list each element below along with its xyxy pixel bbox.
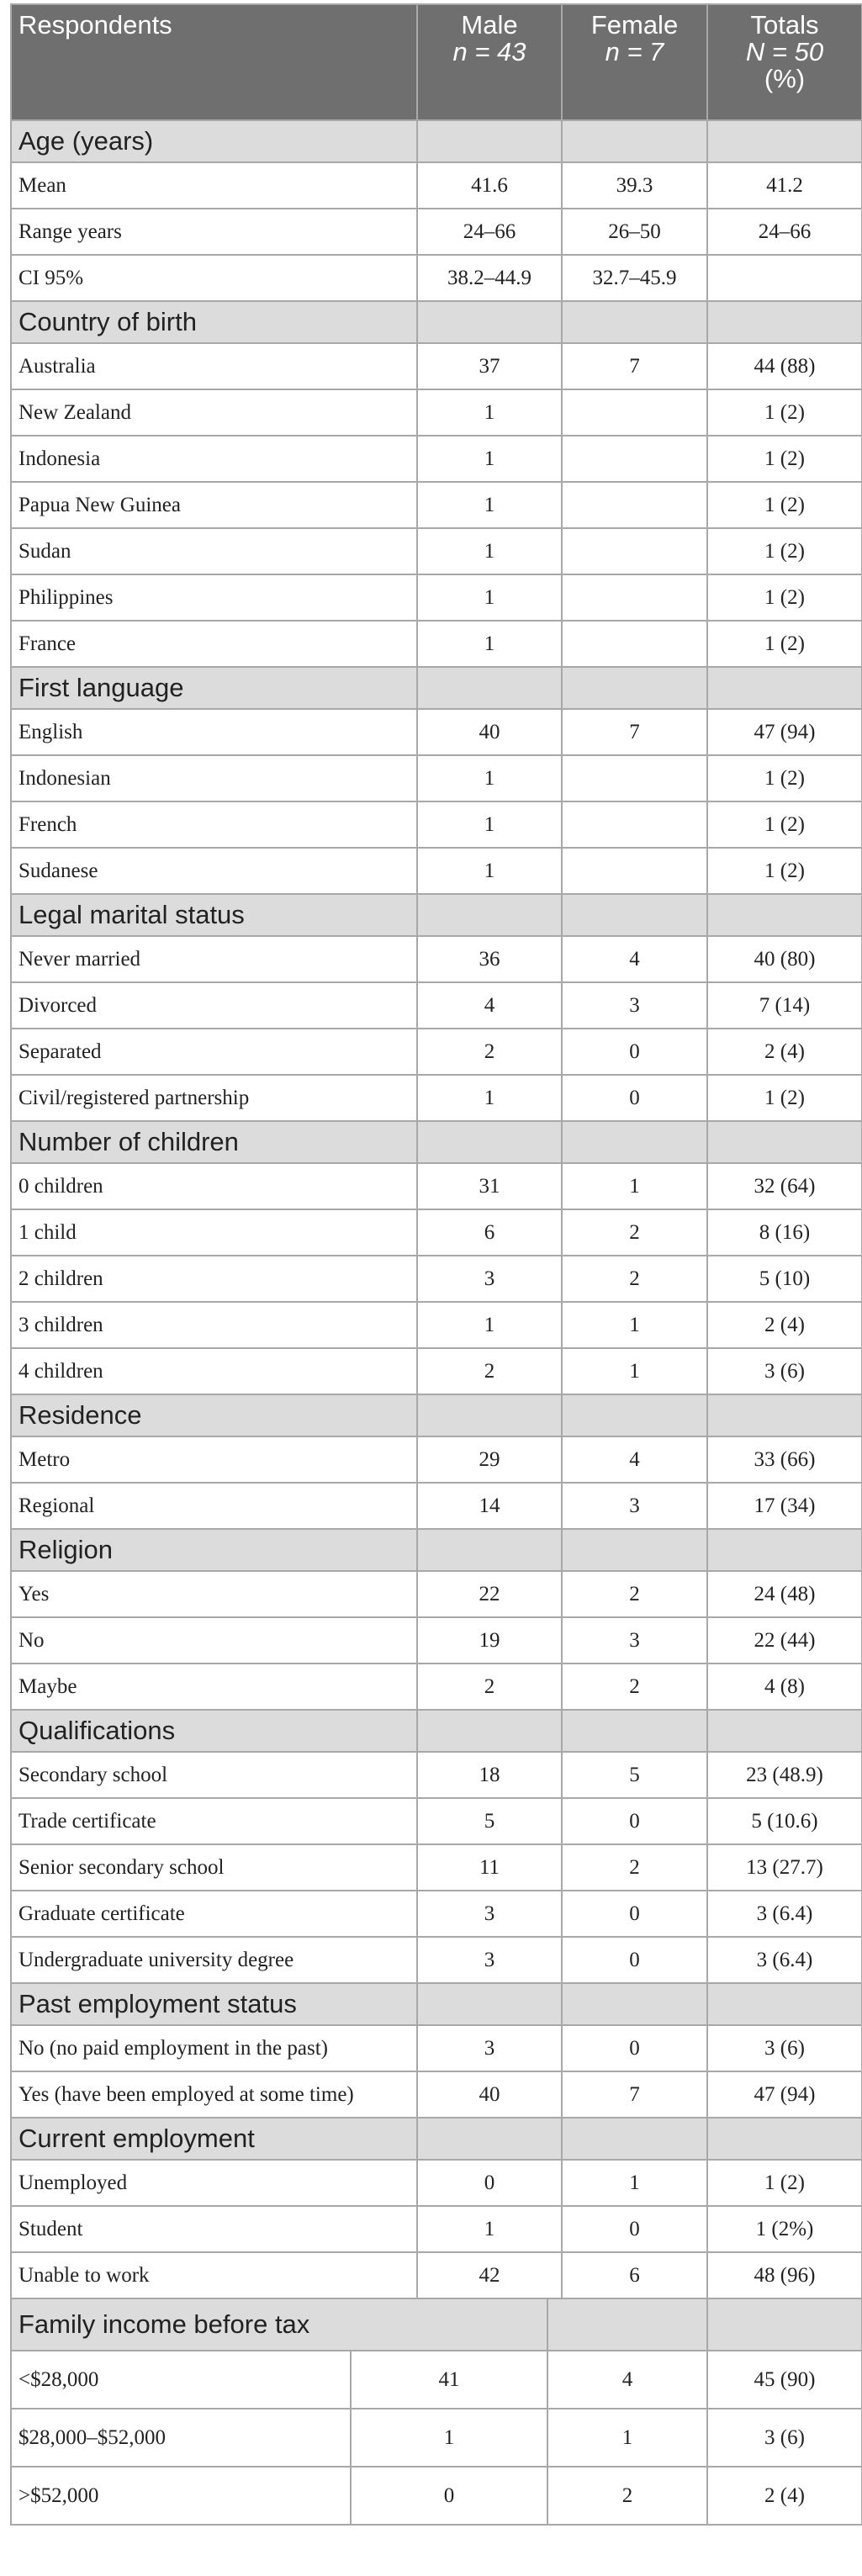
total-count-cell: 3 (6.4) (707, 1937, 862, 1983)
table-row (11, 343, 862, 389)
row-label: Unemployed (11, 2160, 417, 2206)
table-row (11, 848, 862, 894)
female-count-cell (562, 755, 707, 801)
total-count-cell: 5 (10) (707, 1256, 862, 1302)
female-count-cell: 2 (562, 1664, 707, 1710)
row-label: Sudanese (11, 848, 417, 894)
male-count-cell: 1 (417, 528, 562, 574)
row-label: Indonesian (11, 755, 417, 801)
section-title-legal-marital-status: Legal marital status (11, 894, 417, 936)
male-count-cell: 2 (417, 1664, 562, 1710)
section-title-country-of-birth: Country of birth (11, 301, 417, 343)
female-count-cell: 26–50 (562, 209, 707, 255)
male-count-cell: 24–66 (417, 209, 562, 255)
section-title-income: Family income before tax (11, 2298, 547, 2351)
female-count-cell: 0 (562, 2025, 707, 2071)
section-header-row (11, 1529, 862, 1571)
table-row (11, 2025, 862, 2071)
table-row (11, 255, 862, 301)
row-label: Australia (11, 343, 417, 389)
section-blank-cell (547, 2298, 707, 2351)
section-blank-cell (707, 1710, 862, 1752)
female-count-cell: 0 (562, 1798, 707, 1844)
female-count-cell: 4 (562, 936, 707, 982)
row-label: No (no paid employment in the past) (11, 2025, 417, 2071)
female-count-cell: 2 (547, 2467, 707, 2525)
table-row (11, 1209, 862, 1256)
header-female-n: n = 7 (605, 37, 664, 66)
table-row (11, 1891, 862, 1937)
row-label: Indonesia (11, 436, 417, 482)
section-blank-cell (562, 120, 707, 162)
female-count-cell (562, 389, 707, 436)
table-row (11, 389, 862, 436)
table-row (11, 1029, 862, 1075)
section-blank-cell (417, 1529, 562, 1571)
header-totals (707, 4, 862, 120)
table-row (11, 1256, 862, 1302)
table-row (11, 2467, 862, 2525)
section-title-number-of-children: Number of children (11, 1121, 417, 1163)
table-row (11, 2351, 862, 2409)
female-count-cell: 0 (562, 1075, 707, 1121)
row-label: <$28,000 (11, 2351, 351, 2409)
female-count-cell: 4 (562, 1436, 707, 1483)
male-count-cell: 2 (417, 1348, 562, 1394)
table-row (11, 982, 862, 1029)
section-blank-cell (417, 2118, 562, 2160)
section-blank-cell (417, 1121, 562, 1163)
table-row (11, 574, 862, 621)
row-label: Undergraduate university degree (11, 1937, 417, 1983)
total-count-cell: 1 (2) (707, 436, 862, 482)
row-label: $28,000–$52,000 (11, 2409, 351, 2467)
total-count-cell: 1 (2%) (707, 2206, 862, 2252)
total-count-cell: 48 (96) (707, 2252, 862, 2298)
table-row (11, 1798, 862, 1844)
total-count-cell: 1 (2) (707, 389, 862, 436)
female-count-cell: 2 (562, 1209, 707, 1256)
male-count-cell: 1 (351, 2409, 547, 2467)
total-count-cell: 2 (4) (707, 1302, 862, 1348)
table-row (11, 1937, 862, 1983)
section-header-row (11, 1394, 862, 1436)
section-blank-cell (562, 301, 707, 343)
section-blank-cell (562, 1121, 707, 1163)
female-count-cell: 2 (562, 1571, 707, 1617)
male-count-cell: 40 (417, 2071, 562, 2118)
male-count-cell: 1 (417, 482, 562, 528)
female-count-cell: 6 (562, 2252, 707, 2298)
total-count-cell: 3 (6) (707, 1348, 862, 1394)
section-title-first-language: First language (11, 667, 417, 709)
total-count-cell: 41.2 (707, 162, 862, 209)
total-count-cell: 40 (80) (707, 936, 862, 982)
demographics-table (10, 3, 862, 2299)
female-count-cell (562, 621, 707, 667)
female-count-cell (562, 574, 707, 621)
total-count-cell: 47 (94) (707, 709, 862, 755)
male-count-cell: 41.6 (417, 162, 562, 209)
male-count-cell: 14 (417, 1483, 562, 1529)
table-row (11, 1617, 862, 1664)
table-row (11, 801, 862, 848)
total-count-cell: 23 (48.9) (707, 1752, 862, 1798)
row-label: Papua New Guinea (11, 482, 417, 528)
header-totals-title: Totals (750, 10, 819, 40)
header-totals-pct: (%) (764, 64, 806, 93)
total-count-cell (707, 255, 862, 301)
header-respondents: Respondents (11, 4, 417, 120)
female-count-cell (562, 436, 707, 482)
section-blank-cell (562, 894, 707, 936)
row-label: Student (11, 2206, 417, 2252)
row-label: Civil/registered partnership (11, 1075, 417, 1121)
male-count-cell: 41 (351, 2351, 547, 2409)
total-count-cell: 1 (2) (707, 528, 862, 574)
table-body (11, 120, 862, 2298)
total-count-cell: 44 (88) (707, 343, 862, 389)
section-header-row (11, 1983, 862, 2025)
male-count-cell: 1 (417, 436, 562, 482)
total-count-cell: 13 (27.7) (707, 1844, 862, 1891)
row-label: >$52,000 (11, 2467, 351, 2525)
female-count-cell: 0 (562, 2206, 707, 2252)
row-label: Never married (11, 936, 417, 982)
female-count-cell: 39.3 (562, 162, 707, 209)
row-label: Unable to work (11, 2252, 417, 2298)
table-row (11, 1752, 862, 1798)
male-count-cell: 1 (417, 389, 562, 436)
male-count-cell: 38.2–44.9 (417, 255, 562, 301)
section-blank-cell (562, 1394, 707, 1436)
section-blank-cell (562, 1710, 707, 1752)
row-label: Trade certificate (11, 1798, 417, 1844)
total-count-cell: 24–66 (707, 209, 862, 255)
table-row (11, 162, 862, 209)
total-count-cell: 5 (10.6) (707, 1798, 862, 1844)
table-row (11, 1664, 862, 1710)
male-count-cell: 1 (417, 574, 562, 621)
row-label: 3 children (11, 1302, 417, 1348)
section-blank-cell (707, 894, 862, 936)
section-blank-cell (707, 301, 862, 343)
table-header-row (11, 4, 862, 120)
male-count-cell: 1 (417, 2206, 562, 2252)
section-header-row (11, 2118, 862, 2160)
section-blank-cell (417, 1983, 562, 2025)
table-row (11, 2206, 862, 2252)
section-blank-cell (707, 1529, 862, 1571)
total-count-cell: 2 (4) (707, 1029, 862, 1075)
male-count-cell: 11 (417, 1844, 562, 1891)
male-count-cell: 2 (417, 1029, 562, 1075)
section-blank-cell (562, 1529, 707, 1571)
male-count-cell: 3 (417, 1891, 562, 1937)
female-count-cell (562, 482, 707, 528)
total-count-cell: 33 (66) (707, 1436, 862, 1483)
section-header-row (11, 667, 862, 709)
table-row (11, 209, 862, 255)
total-count-cell: 4 (8) (707, 1664, 862, 1710)
female-count-cell (562, 801, 707, 848)
female-count-cell: 1 (562, 1163, 707, 1209)
female-count-cell: 1 (562, 2160, 707, 2206)
male-count-cell: 18 (417, 1752, 562, 1798)
section-header-row (11, 301, 862, 343)
table-row (11, 1483, 862, 1529)
total-count-cell: 22 (44) (707, 1617, 862, 1664)
male-count-cell: 0 (417, 2160, 562, 2206)
male-count-cell: 6 (417, 1209, 562, 1256)
row-label: Yes (11, 1571, 417, 1617)
section-blank-cell (707, 120, 862, 162)
table-row (11, 2071, 862, 2118)
table-row (11, 1571, 862, 1617)
male-count-cell: 3 (417, 1937, 562, 1983)
male-count-cell: 4 (417, 982, 562, 1029)
section-title-residence: Residence (11, 1394, 417, 1436)
table-row (11, 436, 862, 482)
section-blank-cell (562, 2118, 707, 2160)
section-blank-cell (707, 667, 862, 709)
row-label: Secondary school (11, 1752, 417, 1798)
table-row (11, 1844, 862, 1891)
female-count-cell: 7 (562, 709, 707, 755)
total-count-cell: 2 (4) (707, 2467, 862, 2525)
total-count-cell: 3 (6) (707, 2025, 862, 2071)
table-row (11, 2409, 862, 2467)
row-label: 2 children (11, 1256, 417, 1302)
female-count-cell: 3 (562, 982, 707, 1029)
row-label: No (11, 1617, 417, 1664)
male-count-cell: 29 (417, 1436, 562, 1483)
female-count-cell (562, 848, 707, 894)
section-blank-cell (707, 1394, 862, 1436)
male-count-cell: 5 (417, 1798, 562, 1844)
header-female-title: Female (590, 10, 679, 40)
section-header-row (11, 1121, 862, 1163)
section-blank-cell (707, 1121, 862, 1163)
section-blank-cell (707, 1983, 862, 2025)
section-header-row (11, 894, 862, 936)
male-count-cell: 36 (417, 936, 562, 982)
table-row (11, 709, 862, 755)
female-count-cell (562, 528, 707, 574)
section-blank-cell (562, 667, 707, 709)
row-label: English (11, 709, 417, 755)
row-label: Range years (11, 209, 417, 255)
female-count-cell: 0 (562, 1891, 707, 1937)
row-label: 4 children (11, 1348, 417, 1394)
row-label: CI 95% (11, 255, 417, 301)
male-count-cell: 40 (417, 709, 562, 755)
section-blank-cell (562, 1983, 707, 2025)
female-count-cell: 32.7–45.9 (562, 255, 707, 301)
table-row (11, 755, 862, 801)
row-label: Graduate certificate (11, 1891, 417, 1937)
row-label: Separated (11, 1029, 417, 1075)
section-blank-cell (417, 120, 562, 162)
row-label: Mean (11, 162, 417, 209)
table-row (11, 1163, 862, 1209)
total-count-cell: 8 (16) (707, 1209, 862, 1256)
row-label: Sudan (11, 528, 417, 574)
total-count-cell: 1 (2) (707, 621, 862, 667)
male-count-cell: 1 (417, 801, 562, 848)
section-header-row (11, 120, 862, 162)
table-row (11, 1436, 862, 1483)
section-title-current-employment: Current employment (11, 2118, 417, 2160)
section-blank-cell (417, 301, 562, 343)
male-count-cell: 42 (417, 2252, 562, 2298)
female-count-cell: 1 (547, 2409, 707, 2467)
table-row (11, 482, 862, 528)
table-row (11, 528, 862, 574)
row-label: Regional (11, 1483, 417, 1529)
header-totals-n: N = 50 (745, 37, 824, 66)
section-title-age-years: Age (years) (11, 120, 417, 162)
total-count-cell: 1 (2) (707, 2160, 862, 2206)
total-count-cell: 3 (6.4) (707, 1891, 862, 1937)
total-count-cell: 1 (2) (707, 574, 862, 621)
female-count-cell: 3 (562, 1483, 707, 1529)
header-female (562, 4, 707, 120)
row-label: New Zealand (11, 389, 417, 436)
income-table-body (11, 2298, 862, 2525)
table-row (11, 1075, 862, 1121)
row-label: Philippines (11, 574, 417, 621)
header-male-n: n = 43 (452, 37, 526, 66)
section-blank-cell (417, 1710, 562, 1752)
total-count-cell: 7 (14) (707, 982, 862, 1029)
male-count-cell: 1 (417, 621, 562, 667)
section-blank-cell (707, 2118, 862, 2160)
header-male-title: Male (461, 10, 518, 40)
male-count-cell: 22 (417, 1571, 562, 1617)
section-title-past-employment-status: Past employment status (11, 1983, 417, 2025)
table-row (11, 1348, 862, 1394)
section-blank-cell (707, 2298, 862, 2351)
row-label: France (11, 621, 417, 667)
male-count-cell: 1 (417, 1302, 562, 1348)
total-count-cell: 47 (94) (707, 2071, 862, 2118)
male-count-cell: 1 (417, 1075, 562, 1121)
section-header-row (11, 2298, 862, 2351)
section-blank-cell (417, 894, 562, 936)
female-count-cell: 1 (562, 1348, 707, 1394)
section-blank-cell (417, 1394, 562, 1436)
total-count-cell: 17 (34) (707, 1483, 862, 1529)
total-count-cell: 1 (2) (707, 1075, 862, 1121)
total-count-cell: 1 (2) (707, 801, 862, 848)
female-count-cell: 0 (562, 1029, 707, 1075)
row-label: 1 child (11, 1209, 417, 1256)
total-count-cell: 45 (90) (707, 2351, 862, 2409)
male-count-cell: 37 (417, 343, 562, 389)
income-table (10, 2298, 862, 2526)
row-label: French (11, 801, 417, 848)
female-count-cell: 0 (562, 1937, 707, 1983)
table-row (11, 2252, 862, 2298)
male-count-cell: 3 (417, 2025, 562, 2071)
table-row (11, 936, 862, 982)
demographics-table-container (10, 3, 861, 2526)
male-count-cell: 31 (417, 1163, 562, 1209)
male-count-cell: 19 (417, 1617, 562, 1664)
row-label: Yes (have been employed at some time) (11, 2071, 417, 2118)
total-count-cell: 1 (2) (707, 482, 862, 528)
header-male (417, 4, 562, 120)
table-row (11, 621, 862, 667)
total-count-cell: 32 (64) (707, 1163, 862, 1209)
male-count-cell: 1 (417, 755, 562, 801)
section-title-qualifications: Qualifications (11, 1710, 417, 1752)
row-label: Senior secondary school (11, 1844, 417, 1891)
total-count-cell: 3 (6) (707, 2409, 862, 2467)
female-count-cell: 5 (562, 1752, 707, 1798)
female-count-cell: 7 (562, 343, 707, 389)
female-count-cell: 3 (562, 1617, 707, 1664)
male-count-cell: 3 (417, 1256, 562, 1302)
section-blank-cell (417, 667, 562, 709)
total-count-cell: 24 (48) (707, 1571, 862, 1617)
section-title-religion: Religion (11, 1529, 417, 1571)
row-label: 0 children (11, 1163, 417, 1209)
male-count-cell: 1 (417, 848, 562, 894)
section-header-row (11, 1710, 862, 1752)
row-label: Metro (11, 1436, 417, 1483)
male-count-cell: 0 (351, 2467, 547, 2525)
row-label: Maybe (11, 1664, 417, 1710)
female-count-cell: 1 (562, 1302, 707, 1348)
table-row (11, 2160, 862, 2206)
female-count-cell: 2 (562, 1256, 707, 1302)
total-count-cell: 1 (2) (707, 755, 862, 801)
female-count-cell: 4 (547, 2351, 707, 2409)
female-count-cell: 7 (562, 2071, 707, 2118)
row-label: Divorced (11, 982, 417, 1029)
female-count-cell: 2 (562, 1844, 707, 1891)
total-count-cell: 1 (2) (707, 848, 862, 894)
table-row (11, 1302, 862, 1348)
